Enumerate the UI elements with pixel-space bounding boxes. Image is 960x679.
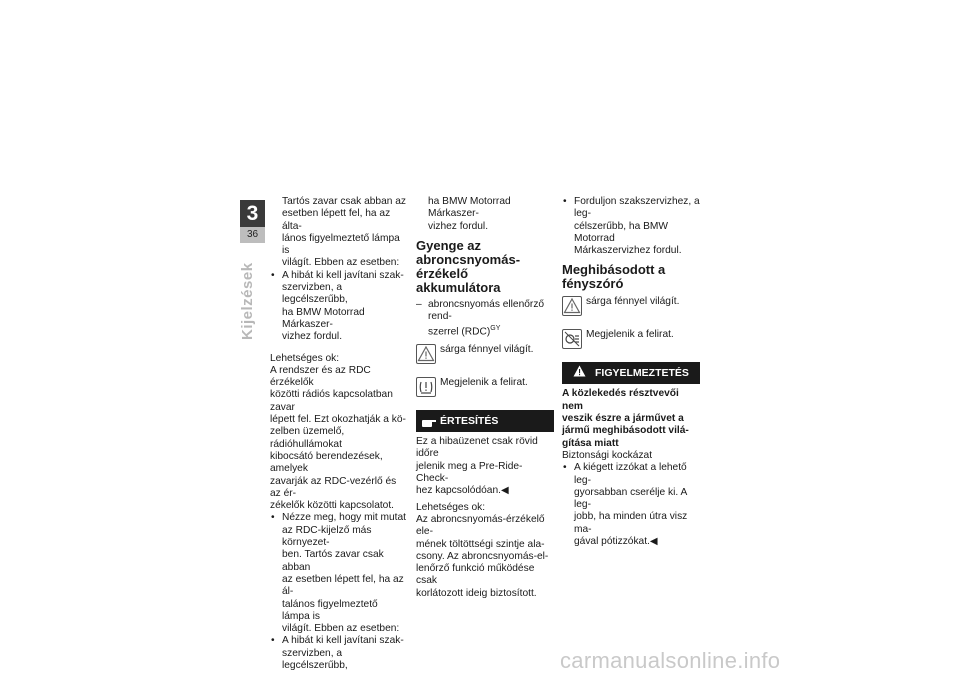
- text-line: ha BMW Motorrad Márkaszer-: [428, 196, 511, 220]
- warning-triangle-icon: [562, 296, 582, 316]
- text-line: gával pótizzókat.◀: [574, 536, 658, 548]
- text-line: zavarják az RDC-vezérlő és az ér-: [270, 475, 397, 499]
- text-line: jármű meghibásodott vilá-: [562, 425, 689, 437]
- chapter-title: Kijelzések: [239, 262, 256, 340]
- text-line: [428, 323, 554, 339]
- bullet-item: [270, 512, 408, 635]
- text-line: célszerűbb, ha BMW Motorrad: [574, 220, 668, 244]
- indicator-text: sárga fénnyel világít.: [586, 296, 680, 308]
- text-line: zelben üzemelő, rádióhullámokat: [270, 426, 345, 450]
- text-line: veszik észre a járművet a: [562, 413, 684, 425]
- text-line: mének töltöttségi szintje ala-: [416, 538, 545, 550]
- text-fragment: szerrel (RDC): [428, 326, 491, 338]
- text-line: esetben lépett fel, ha az álta-: [282, 208, 391, 232]
- text-line: világít. Ebben az esetben:: [282, 257, 400, 269]
- text-line: • A hibát ki kell javítani szak-: [282, 269, 404, 281]
- headlight-fault-icon: [562, 329, 582, 349]
- section-heading: [416, 239, 554, 295]
- text-line: talános figyelmeztető lámpa is: [282, 598, 378, 622]
- text-line: lános figyelmeztető lámpa is: [282, 232, 400, 257]
- text-line: • Nézze meg, hogy mit mutat: [282, 512, 406, 524]
- hand-pointer-icon: [422, 415, 436, 437]
- text-line: • A hibát ki kell javítani szak-: [282, 635, 404, 647]
- heading-line: Meghibásodott a: [562, 262, 666, 278]
- indicator-row: [416, 377, 554, 405]
- heading-line: fényszóró: [562, 276, 624, 292]
- chapter-number: 3: [240, 200, 265, 227]
- heading-line: akkumulátora: [416, 279, 501, 295]
- heading-line: Gyenge az: [416, 237, 482, 253]
- bullet-item: [562, 462, 700, 548]
- indicator-text: Megjelenik a felirat.: [586, 329, 674, 341]
- text-line: jelenik meg a Pre-Ride-Check-: [416, 460, 523, 485]
- risk-label: Biztonsági kockázat: [562, 449, 653, 461]
- indicator-row: [562, 296, 700, 324]
- warning-label: FIGYELMEZTETÉS: [595, 367, 689, 380]
- intro-paragraph: [270, 196, 408, 270]
- heading-line: abroncsnyomás-érzékelő: [416, 251, 521, 281]
- text-line: Tartós zavar csak abban az: [282, 196, 407, 207]
- text-line: Ez a hibaüzenet csak rövid időre: [416, 436, 538, 460]
- text-line: – abroncsnyomás ellenőrző rend-: [428, 298, 545, 323]
- warning-triangle-icon: [573, 363, 586, 385]
- cause-paragraph: [270, 365, 408, 513]
- notice-label: ÉRTESÍTÉS: [440, 415, 499, 428]
- indicator-text: sárga fénnyel világít.: [440, 344, 534, 356]
- cause-paragraph: [416, 514, 554, 600]
- text-line: vizhez fordul.: [428, 220, 489, 232]
- text-line: az esetben lépett fel, ha az ál-: [282, 573, 404, 598]
- continued-text: [416, 196, 554, 233]
- text-line: • A kiégett izzókat a lehető leg-: [574, 462, 687, 486]
- text-line: lenőrző funkció működése csak: [416, 563, 535, 587]
- dash-item: [416, 299, 554, 339]
- text-line: korlátozott ideig biztosított.: [416, 587, 537, 599]
- indicator-row: [562, 329, 700, 357]
- text-line: Az abroncsnyomás-érzékelő ele-: [416, 513, 545, 538]
- text-line: A rendszer és az RDC érzékelők: [270, 364, 371, 389]
- column-1: [270, 196, 408, 672]
- text-line: ha BMW Motorrad Márkaszer-: [282, 306, 365, 330]
- text-line: hez kapcsolódóan.◀: [416, 485, 509, 497]
- text-line: az RDC-kijelző más környezet-: [282, 524, 372, 549]
- text-line: vizhez fordul.: [282, 331, 343, 343]
- text-line: jobb, ha minden útra visz ma-: [574, 511, 688, 535]
- bullet-item: [562, 196, 700, 257]
- text-line: kibocsátó berendezések, amelyek: [270, 450, 383, 475]
- indicator-row: [416, 344, 554, 372]
- page-number: 36: [240, 227, 265, 243]
- text-line: világít. Ebben az esetben:: [282, 623, 400, 635]
- possible-cause-label: Lehetséges ok:: [270, 352, 340, 364]
- section-heading: [562, 263, 700, 291]
- bullet-item: [270, 270, 408, 344]
- notice-text: [416, 436, 554, 497]
- text-line: zékelők közötti kapcsolatot.: [270, 500, 395, 512]
- notice-banner: [416, 410, 554, 432]
- text-line: közötti rádiós kapcsolatban zavar: [270, 389, 393, 413]
- watermark: carmanualsonline.info: [560, 648, 781, 673]
- text-line: gítása miatt: [562, 437, 619, 449]
- text-line: ben. Tartós zavar csak abban: [282, 549, 384, 573]
- bullet-item: [270, 635, 408, 672]
- superscript: GY: [490, 325, 501, 333]
- text-line: Márkaszervizhez fordul.: [574, 245, 682, 257]
- text-line: lépett fel. Ezt okozhatják a kö-: [270, 414, 406, 426]
- possible-cause-label: Lehetséges ok:: [416, 501, 486, 513]
- warning-banner: [562, 362, 700, 384]
- warning-heading: [562, 388, 700, 449]
- warning-triangle-icon: [416, 344, 436, 364]
- column-3: [562, 196, 700, 548]
- text-line: szervizben, a legcélszerűbb,: [282, 282, 348, 306]
- text-line: A közlekedés résztvevői nem: [562, 388, 679, 412]
- text-line: csony. Az abroncsnyomás-el-: [416, 550, 549, 562]
- text-line: gyorsabban cserélje ki. A leg-: [574, 486, 687, 511]
- text-line: szervizben, a legcélszerűbb,: [282, 647, 348, 671]
- indicator-text: Megjelenik a felirat.: [440, 377, 528, 389]
- tire-pressure-icon: [416, 377, 436, 397]
- text-line: • Forduljon szakszervizhez, a leg-: [574, 196, 700, 220]
- column-2: [416, 196, 554, 600]
